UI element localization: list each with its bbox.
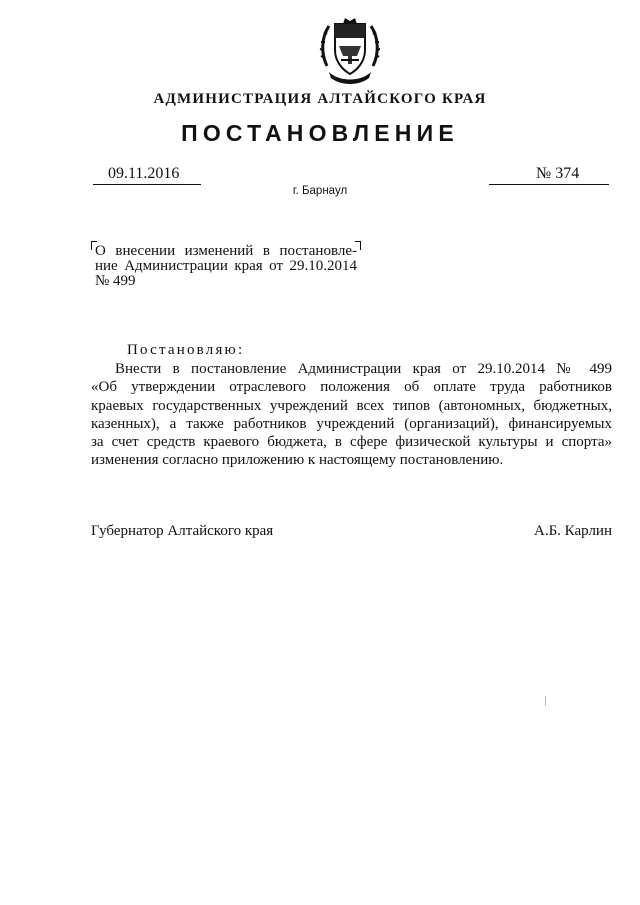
paragraph-line: Внести в постановление Администрации края от 29.10.2014 № 499	[115, 361, 612, 377]
paragraph-line: «Об утверждении отраслевого положения об оплате труда работников	[91, 379, 612, 396]
paragraph-line: изменения согласно приложению к настоящему постановлению.	[91, 452, 504, 469]
signatory-name: А.Б. Карлин	[533, 523, 612, 539]
document-date: 09.11.2016	[108, 165, 180, 182]
decree-word: Постановляю:	[127, 342, 245, 358]
subject-line: № 499	[95, 273, 136, 289]
subject-line: ние Администрации края от 29.10.2014	[95, 258, 357, 274]
coat-of-arms-icon	[319, 16, 381, 86]
paragraph-line: краевых государственных учреждений всех типов (автономных, бюджетных,	[91, 397, 612, 414]
subject-line: О внесении изменений в постановле-	[95, 243, 357, 259]
city-label: г. Барнаул	[292, 185, 348, 197]
document-subject	[95, 244, 357, 289]
paragraph-line: казенных), а также работников учреждений (организаций), финансируемых	[91, 415, 612, 432]
decree-paragraph	[91, 360, 612, 470]
signatory-position: Губернатор Алтайского края	[91, 523, 274, 539]
document-type-title: ПОСТАНОВЛЕНИЕ	[181, 120, 459, 146]
document-number: № 374	[536, 165, 580, 182]
organization-title: АДМИНИСТРАЦИЯ АЛТАЙСКОГО КРАЯ	[153, 91, 487, 107]
scan-mark	[545, 696, 549, 706]
paragraph-line: за счет средств краевого бюджета, в сфере физической культуры и спорта»	[91, 434, 612, 451]
